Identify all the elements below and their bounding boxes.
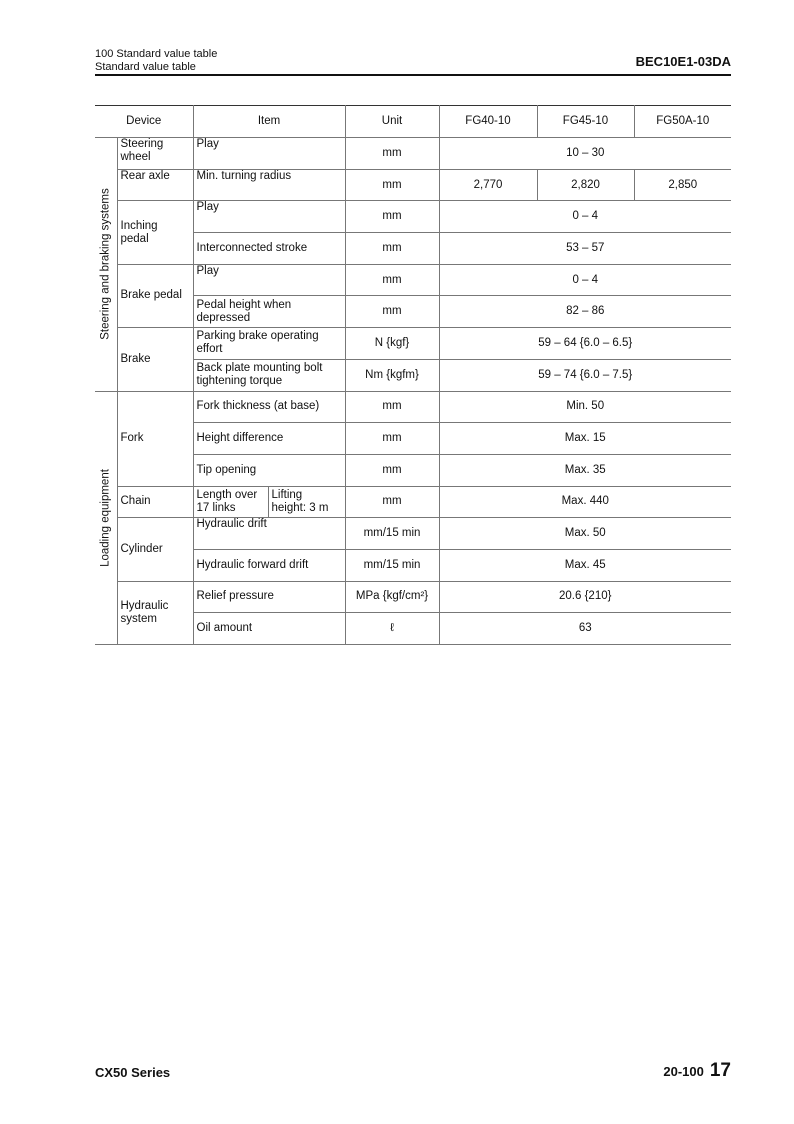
header-title: Standard value table: [95, 61, 196, 73]
col-header-fg40: FG40-10: [439, 106, 537, 138]
value-cell: 63: [439, 613, 731, 645]
item-cell: Fork thickness (at base): [193, 391, 345, 423]
table-row: [95, 581, 731, 613]
unit-cell: mm: [345, 296, 439, 328]
item-cell: Oil amount: [193, 613, 345, 645]
header-rule: [95, 74, 731, 76]
footer-series: CX50 Series: [95, 1065, 171, 1080]
item-cell: Back plate mounting bolt tightening torque: [193, 359, 345, 391]
col-header-fg45: FG45-10: [537, 106, 634, 138]
item-cell: Length over 17 links: [193, 486, 268, 518]
unit-cell: Nm {kgfm}: [345, 359, 439, 391]
value-cell: 59 – 64 {6.0 – 6.5}: [439, 328, 731, 360]
value-cell-fg45: 2,820: [537, 169, 634, 201]
value-cell: 82 – 86: [439, 296, 731, 328]
device-cell: Inching pedal: [117, 201, 193, 264]
value-cell: Max. 35: [439, 454, 731, 486]
header-chapter: 100 Standard value table: [95, 48, 218, 60]
item-cell: Tip opening: [193, 454, 345, 486]
device-cell: Chain: [117, 486, 193, 518]
device-cell: Steering wheel: [117, 138, 193, 170]
table-row: [95, 328, 731, 360]
group-label-loading: [95, 391, 117, 645]
table-header-row: [95, 106, 731, 138]
col-header-item: Item: [193, 106, 345, 138]
value-cell: 53 – 57: [439, 233, 731, 265]
unit-cell: mm: [345, 264, 439, 296]
unit-cell: ℓ: [345, 613, 439, 645]
footer-section: 20-100: [663, 1064, 704, 1079]
value-cell-fg50a: 2,850: [634, 169, 731, 201]
unit-cell: N {kgf}: [345, 328, 439, 360]
item-cell: Relief pressure: [193, 581, 345, 613]
unit-cell: mm: [345, 486, 439, 518]
item-cell: Hydraulic drift: [193, 518, 345, 550]
device-cell: Cylinder: [117, 518, 193, 581]
col-header-device: Device: [95, 106, 193, 138]
col-header-fg50a: FG50A-10: [634, 106, 731, 138]
item-cell: Play: [193, 201, 345, 233]
unit-cell: MPa {kgf/cm²}: [345, 581, 439, 613]
unit-cell: mm: [345, 169, 439, 201]
device-cell: Hydraulic system: [117, 581, 193, 644]
item-cell: Play: [193, 264, 345, 296]
item-subcell: Lifting height: 3 m: [268, 486, 345, 518]
device-cell: Brake pedal: [117, 264, 193, 327]
unit-cell: mm/15 min: [345, 518, 439, 550]
standard-value-table: [95, 105, 731, 645]
footer-page-number: 17: [709, 1060, 731, 1081]
value-cell: Max. 45: [439, 549, 731, 581]
item-cell: Pedal height when depressed: [193, 296, 345, 328]
table-row: [95, 169, 731, 201]
table-row: [95, 138, 731, 170]
group-label-loading-text: Loading equipment: [99, 468, 112, 567]
device-cell: Fork: [117, 391, 193, 486]
item-cell: Parking brake operating effort: [193, 328, 345, 360]
group-label-steering: [95, 138, 117, 392]
value-cell: Max. 50: [439, 518, 731, 550]
footer-page-ref: [663, 1060, 731, 1082]
col-header-unit: Unit: [345, 106, 439, 138]
unit-cell: mm: [345, 233, 439, 265]
header-section: [95, 48, 217, 74]
value-cell: Max. 15: [439, 423, 731, 455]
value-cell-fg40: 2,770: [439, 169, 537, 201]
unit-cell: mm: [345, 391, 439, 423]
unit-cell: mm: [345, 201, 439, 233]
table-row: [95, 264, 731, 296]
value-cell: 10 – 30: [439, 138, 731, 170]
item-cell: Interconnected stroke: [193, 233, 345, 265]
device-cell: Rear axle: [117, 169, 193, 201]
item-cell: Height difference: [193, 423, 345, 455]
unit-cell: mm: [345, 454, 439, 486]
unit-cell: mm: [345, 138, 439, 170]
item-cell: Hydraulic forward drift: [193, 549, 345, 581]
value-cell: 59 – 74 {6.0 – 7.5}: [439, 359, 731, 391]
table-row: [95, 391, 731, 423]
device-cell: Brake: [117, 328, 193, 391]
item-cell: Min. turning radius: [193, 169, 345, 201]
table-row: [95, 518, 731, 550]
table-row: [95, 201, 731, 233]
value-cell: Min. 50: [439, 391, 731, 423]
doc-code: BEC10E1-03DA: [635, 54, 731, 69]
group-label-steering-text: Steering and braking systems: [99, 188, 112, 340]
unit-cell: mm: [345, 423, 439, 455]
value-cell: 0 – 4: [439, 264, 731, 296]
table-row: [95, 486, 731, 518]
value-cell: 0 – 4: [439, 201, 731, 233]
unit-cell: mm/15 min: [345, 549, 439, 581]
value-cell: 20.6 {210}: [439, 581, 731, 613]
value-cell: Max. 440: [439, 486, 731, 518]
item-cell: Play: [193, 138, 345, 170]
